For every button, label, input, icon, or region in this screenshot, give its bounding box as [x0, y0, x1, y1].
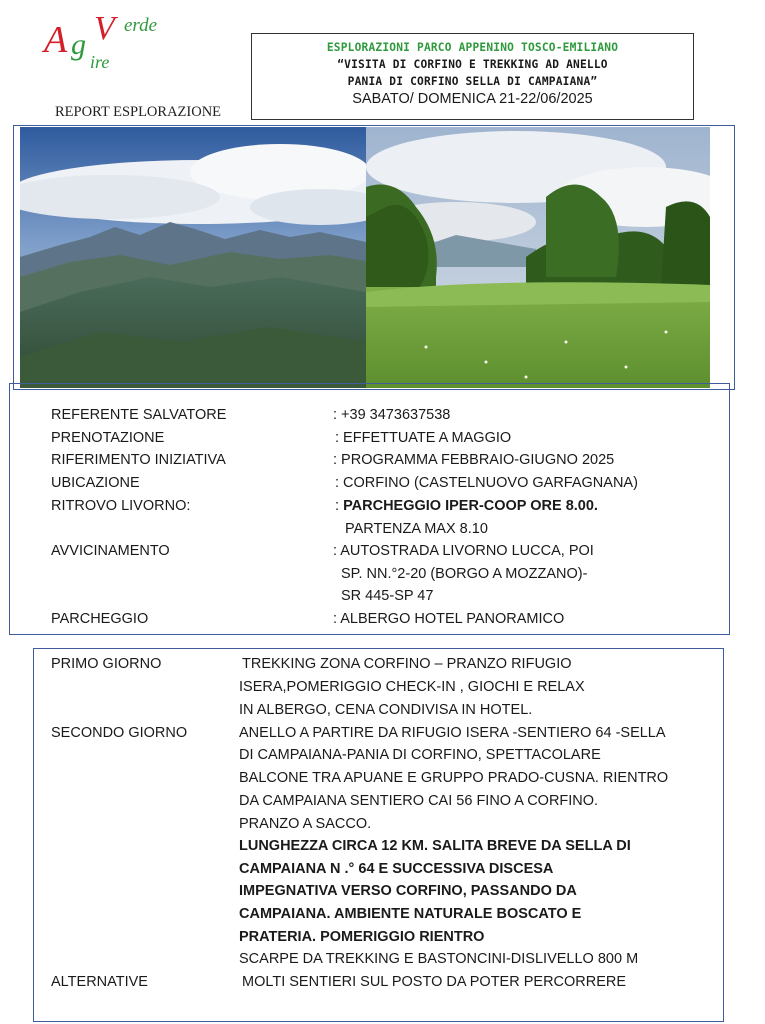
prenotazione-value: : EFFETTUATE A MAGGIO — [335, 430, 512, 446]
logo-word-ire: ire — [90, 52, 110, 72]
report-label: REPORT ESPLORAZIONE — [55, 104, 222, 120]
avvicinamento-label: AVVICINAMENTO — [51, 543, 170, 559]
parcheggio-label: PARCHEGGIO — [51, 611, 149, 627]
riferimento-value: : PROGRAMMA FEBBRAIO-GIUGNO 2025 — [333, 452, 615, 468]
ubicazione-label: UBICAZIONE — [51, 475, 140, 491]
avvicinamento-value-1: : AUTOSTRADA LIVORNO LUCCA, POI — [333, 543, 594, 559]
ritrovo-value-2: PARTENZA MAX 8.10 — [345, 521, 488, 537]
day2-line: BALCONE TRA APUANE E GRUPPO PRADO-CUSNA. RIENTRO — [239, 770, 669, 786]
day2-bold-line: IMPEGNATIVA VERSO CORFINO, PASSANDO DA — [239, 883, 577, 899]
logo-letter-a: A — [44, 19, 68, 61]
day2-line: DA CAMPAIANA SENTIERO CAI 56 FINO A CORFINO. — [239, 793, 599, 809]
logo-letter-v: V — [94, 10, 115, 47]
parcheggio-value: : ALBERGO HOTEL PANORAMICO — [333, 611, 565, 627]
ubicazione-value: : CORFINO (CASTELNUOVO GARFAGNANA) — [335, 475, 638, 491]
ritrovo-value-line — [335, 498, 598, 514]
avvicinamento-value-2: SP. NN.°2-20 (BORGO A MOZZANO)- — [341, 566, 588, 582]
program-lines — [0, 640, 765, 1024]
day1-line: ISERA,POMERIGGIO CHECK-IN , GIOCHI E RELAX — [239, 679, 585, 695]
day2-line: ANELLO A PARTIRE DA RIFUGIO ISERA -SENTIERO 64 -SELLA — [239, 725, 666, 741]
day2-label: SECONDO GIORNO — [51, 725, 188, 741]
title-date: SABATO/ DOMENICA 21-22/06/2025 — [352, 91, 593, 107]
day2-gear: SCARPE DA TREKKING E BASTONCINI-DISLIVELLO 800 M — [239, 951, 639, 967]
day2-bold-line: CAMPAIANA. AMBIENTE NATURALE BOSCATO E — [239, 906, 582, 922]
title-org: ESPLORAZIONI PARCO APPENINO TOSCO-EMILIANO — [326, 41, 619, 54]
referente-value: : +39 3473637538 — [333, 407, 451, 423]
day1-line: IN ALBERGO, CENA CONDIVISA IN HOTEL. — [239, 702, 533, 718]
ritrovo-value: PARCHEGGIO IPER-COOP ORE 8.00. — [343, 498, 598, 514]
logo-word-verde: erde — [124, 15, 158, 36]
day2-bold-line: PRATERIA. POMERIGGIO RIENTRO — [239, 929, 485, 945]
alternatives-label: ALTERNATIVE — [51, 974, 148, 990]
day1-line: TREKKING ZONA CORFINO – PRANZO RIFUGIO — [242, 656, 572, 672]
day1-label: PRIMO GIORNO — [51, 656, 162, 672]
day2-bold-line: LUNGHEZZA CIRCA 12 KM. SALITA BREVE DA SELLA DI — [239, 838, 631, 854]
riferimento-label: RIFERIMENTO INIZIATIVA — [51, 452, 226, 468]
title-line-2: PANIA DI CORFINO SELLA DI CAMPAIANA” — [347, 75, 598, 88]
alternatives-value: MOLTI SENTIERI SUL POSTO DA POTER PERCORRERE — [242, 974, 627, 990]
title-line-1: “VISITA DI CORFINO E TREKKING AD ANELLO — [337, 58, 608, 71]
ritrovo-colon: : — [335, 498, 344, 514]
day2-line: PRANZO A SACCO. — [239, 816, 372, 832]
logo-letter-g: g — [71, 28, 86, 61]
day2-bold-line: CAMPAIANA N .° 64 E SUCCESSIVA DISCESA — [239, 861, 554, 877]
prenotazione-label: PRENOTAZIONE — [51, 430, 165, 446]
avvicinamento-value-3: SR 445-SP 47 — [341, 588, 434, 604]
referente-label: REFERENTE SALVATORE — [51, 407, 227, 423]
ritrovo-label: RITROVO LIVORNO: — [51, 498, 191, 514]
day2-line: DI CAMPAIANA-PANIA DI CORFINO, SPETTACOLARE — [239, 747, 601, 763]
